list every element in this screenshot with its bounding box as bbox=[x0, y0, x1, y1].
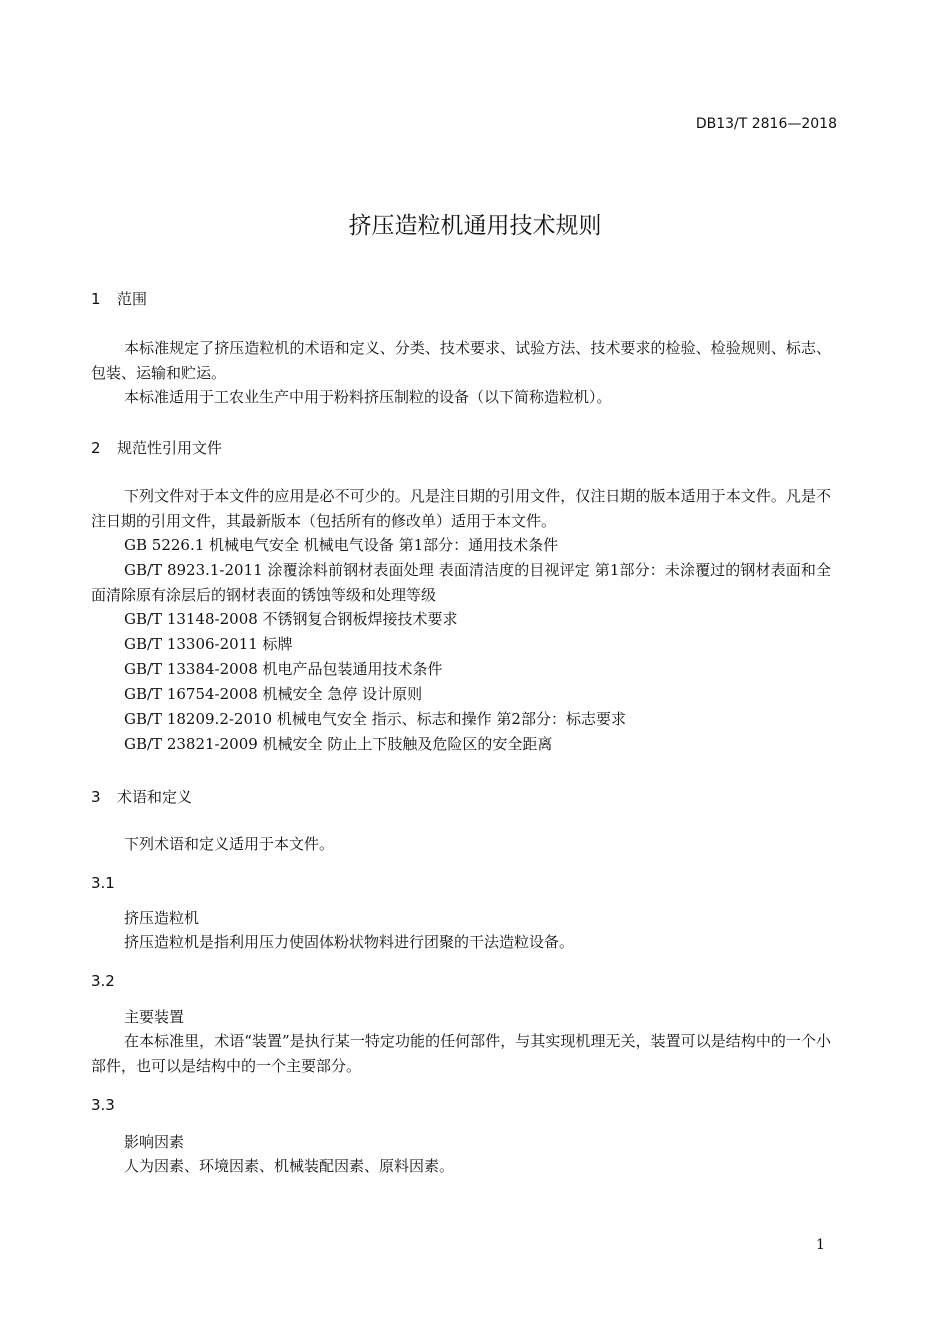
reference-item: GB/T 13306-2011 标牌 bbox=[124, 635, 293, 653]
section-number: 1 bbox=[91, 290, 101, 308]
section-2-intro: 下列文件对于本文件的应用是必不可少的。凡是注日期的引用文件，仅注日期的版本适用于本文件。凡是不注日期的引用文件，其最新版本（包括所有的修改单）适用于本文件。 bbox=[91, 487, 831, 530]
standard-number: DB13/T 2816—2018 bbox=[695, 116, 837, 132]
section-3-intro: 下列术语和定义适用于本文件。 bbox=[124, 835, 335, 853]
term-number: 3.3 bbox=[91, 1096, 115, 1114]
page-number: 1 bbox=[816, 1237, 825, 1253]
term-name: 挤压造粒机 bbox=[124, 909, 200, 927]
section-3-heading bbox=[91, 786, 192, 807]
reference-item: GB 5226.1 机械电气安全 机械电气设备 第1部分：通用技术条件 bbox=[124, 536, 559, 554]
reference-item: GB/T 18209.2-2010 机械电气安全 指示、标志和操作 第2部分：标志要求 bbox=[124, 710, 626, 728]
reference-item: GB/T 23821-2009 机械安全 防止上下肢触及危险区的安全距离 bbox=[124, 735, 553, 753]
term-definition: 挤压造粒机是指利用压力使固体粉状物料进行团聚的干法造粒设备。 bbox=[124, 933, 575, 951]
section-number: 2 bbox=[91, 439, 101, 457]
section-title: 规范性引用文件 bbox=[117, 439, 223, 457]
term-definition: 在本标准里，术语“装置”是执行某一特定功能的任何部件，与其实现机理无关，装置可以是结构中的一个小部件，也可以是结构中的一个主要部分。 bbox=[91, 1032, 831, 1075]
reference-item: GB/T 13148-2008 不锈钢复合钢板焊接技术要求 bbox=[124, 610, 458, 628]
section-1-paragraph-1: 本标准规定了挤压造粒机的术语和定义、分类、技术要求、试验方法、技术要求的检验、检验规则、标志、包装、运输和贮运。 bbox=[91, 339, 831, 382]
document-title: 挤压造粒机通用技术规则 bbox=[348, 213, 602, 239]
section-title: 范围 bbox=[117, 290, 148, 308]
term-name: 主要装置 bbox=[124, 1008, 185, 1026]
term-number: 3.2 bbox=[91, 972, 115, 990]
reference-item: GB/T 13384-2008 机电产品包装通用技术条件 bbox=[124, 660, 443, 678]
section-1-heading bbox=[91, 288, 147, 309]
section-title: 术语和定义 bbox=[117, 788, 193, 806]
reference-item: GB/T 8923.1-2011 涂覆涂料前钢材表面处理 表面清洁度的目视评定 第1部分：未涂覆过的钢材表面和全面清除原有涂层后的钢材表面的锈蚀等级和处理等级 bbox=[91, 561, 831, 604]
term-definition: 人为因素、环境因素、机械装配因素、原料因素。 bbox=[124, 1157, 455, 1175]
reference-item: GB/T 16754-2008 机械安全 急停 设计原则 bbox=[124, 685, 423, 703]
section-1-paragraph-2: 本标准适用于工农业生产中用于粉料挤压制粒的设备（以下简称造粒机）。 bbox=[124, 388, 612, 406]
term-name: 影响因素 bbox=[124, 1133, 185, 1151]
term-number: 3.1 bbox=[91, 874, 115, 892]
section-2-heading bbox=[91, 437, 222, 458]
section-number: 3 bbox=[91, 788, 101, 806]
